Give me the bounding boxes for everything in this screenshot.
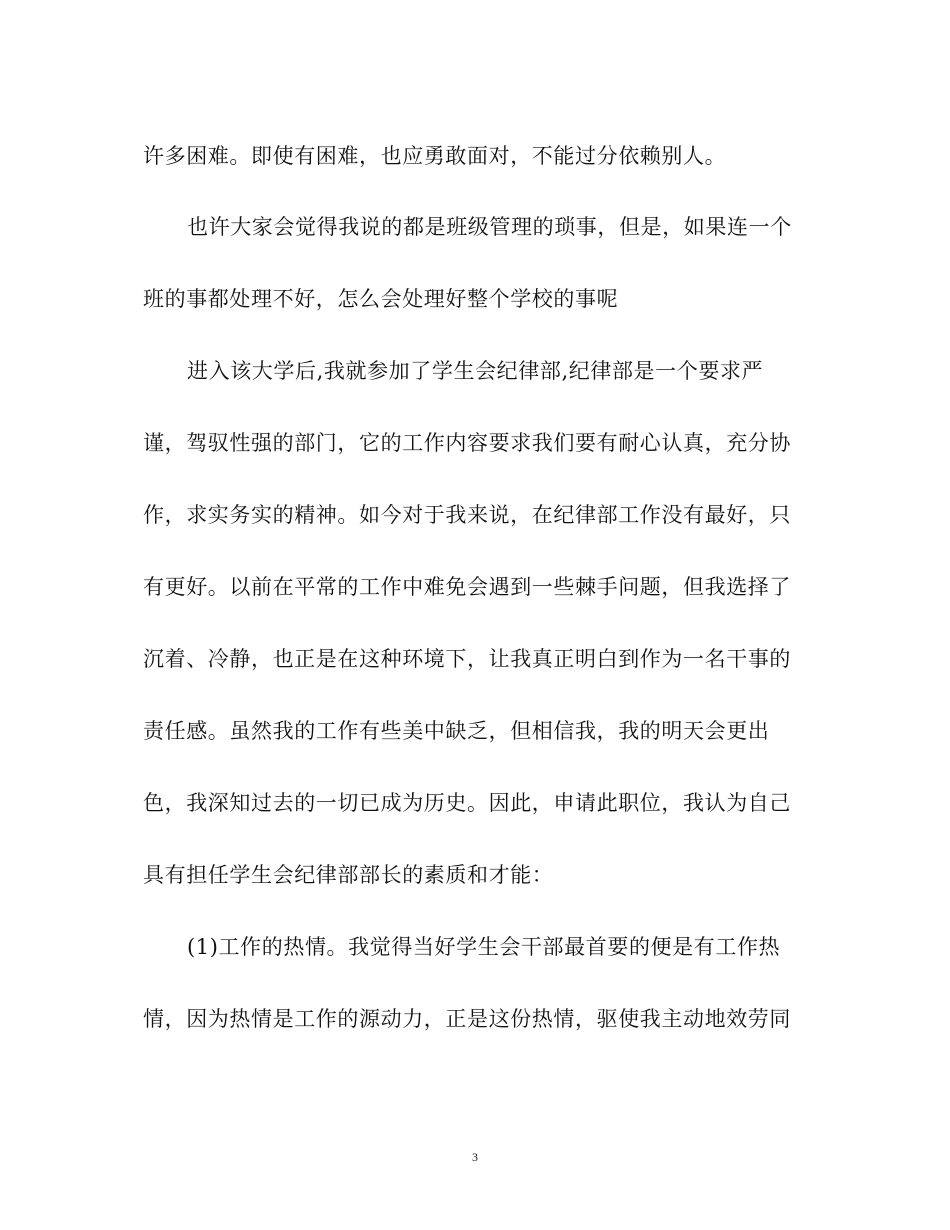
- page-number: 3: [472, 1150, 478, 1164]
- paragraph-line: 具有担任学生会纪律部部长的素质和才能：: [143, 863, 554, 887]
- paragraph-line: 有更好。以前在平常的工作中难免会遇到一些棘手问题，但我选择了: [143, 575, 791, 599]
- paragraph-line: 也许大家会觉得我说的都是班级管理的琐事，但是，如果连一个: [187, 215, 792, 239]
- paragraph-line: 许多困难。即使有困难，也应勇敢面对，不能过分依赖别人。: [143, 144, 727, 168]
- paragraph-line: 班的事都处理不好，怎么会处理好整个学校的事呢: [143, 287, 619, 311]
- paragraph-line: 进入该大学后,我就参加了学生会纪律部,纪律部是一个要求严: [187, 359, 764, 383]
- paragraph-line: 作，求实务实的精神。如今对于我来说，在纪律部工作没有最好，只: [143, 503, 791, 527]
- paragraph-line: 沉着、冷静，也正是在这种环境下，让我真正明白到作为一名干事的: [143, 647, 791, 671]
- paragraph-line: (1)工作的热情。我觉得当好学生会干部最首要的便是有工作热: [187, 935, 781, 959]
- paragraph-line: 责任感。虽然我的工作有些美中缺乏，但相信我，我的明天会更出: [143, 719, 770, 743]
- paragraph-line: 情，因为热情是工作的源动力，正是这份热情，驱使我主动地效劳同: [143, 1007, 791, 1031]
- paragraph-line: 色，我深知过去的一切已成为历史。因此，申请此职位，我认为自己: [143, 791, 791, 815]
- paragraph-line: 谨，驾驭性强的部门，它的工作内容要求我们要有耐心认真，充分协: [143, 431, 791, 455]
